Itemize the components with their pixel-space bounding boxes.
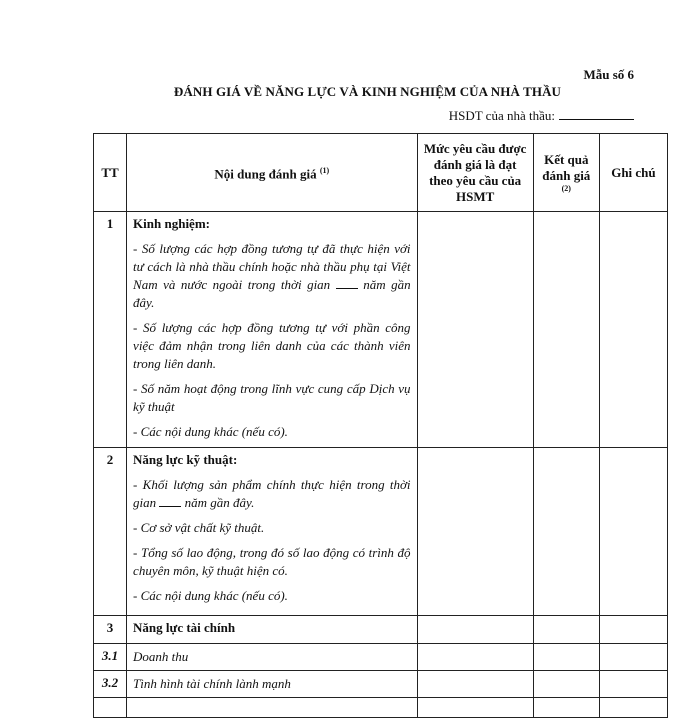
row-content: Tình hình tài chính lành mạnh bbox=[127, 671, 418, 698]
row-number bbox=[94, 698, 127, 718]
fill-blank bbox=[159, 494, 181, 507]
row-number: 3.2 bbox=[94, 671, 127, 698]
row-content bbox=[127, 212, 418, 448]
criterion-item bbox=[133, 476, 411, 512]
column-header-tt: TT bbox=[94, 134, 127, 212]
fill-blank bbox=[336, 276, 358, 289]
note-cell bbox=[599, 212, 667, 448]
criterion-item: - Cơ sở vật chất kỹ thuật. bbox=[133, 520, 265, 535]
document-title: ĐÁNH GIÁ VỀ NĂNG LỰC VÀ KINH NGHIỆM CỦA NHÀ THẦU bbox=[173, 84, 562, 99]
evaluation-table bbox=[93, 133, 668, 718]
contractor-line bbox=[449, 107, 634, 124]
row-content bbox=[127, 698, 418, 718]
criterion-text: - Khối lượng sản phẩm chính thực hiện trong thời gian bbox=[133, 477, 411, 510]
requirement-cell bbox=[417, 448, 533, 616]
criterion-item: - Số lượng các hợp đồng tương tự với phần công việc đảm nhận trong liên danh của các thành viên trong liên danh. bbox=[133, 320, 411, 371]
row-number: 3 bbox=[94, 616, 127, 644]
result-cell bbox=[533, 212, 599, 448]
result-cell bbox=[533, 698, 599, 718]
requirement-cell bbox=[417, 212, 533, 448]
contractor-blank bbox=[559, 107, 634, 120]
row-content bbox=[127, 616, 418, 644]
criterion-text: - Số lượng các hợp đồng tương tự đã thực hiện với tư cách là nhà thầu chính hoặc nhà thầu phụ tại Việt Nam và nước ngoài trong thời gian bbox=[133, 241, 411, 292]
requirement-cell bbox=[417, 644, 533, 671]
row-number: 1 bbox=[94, 212, 127, 448]
criterion-item: - Số năm hoạt động trong lĩnh vực cung cấp Dịch vụ kỹ thuật bbox=[133, 381, 411, 414]
note-cell bbox=[599, 616, 667, 644]
section-title: Năng lực kỹ thuật: bbox=[133, 452, 238, 467]
row-content bbox=[127, 448, 418, 616]
result-cell bbox=[533, 448, 599, 616]
table-row bbox=[94, 448, 668, 616]
note-cell bbox=[599, 644, 667, 671]
content-footnote-mark: (1) bbox=[319, 165, 330, 175]
criterion-item bbox=[133, 240, 411, 312]
criterion-item: - Các nội dung khác (nếu có). bbox=[133, 424, 288, 439]
section-title: Năng lực tài chính bbox=[133, 620, 236, 635]
content-header-label: Nội dung đánh giá bbox=[214, 166, 317, 182]
form-number: Mẫu số 6 bbox=[583, 67, 634, 82]
table-header-row bbox=[94, 134, 668, 212]
column-header-requirement: Mức yêu cầu được đánh giá là đạt theo yêu cầu của HSMT bbox=[417, 134, 533, 212]
requirement-cell bbox=[417, 671, 533, 698]
table-row bbox=[94, 698, 668, 718]
section-title: Kinh nghiệm: bbox=[133, 216, 210, 231]
table-row bbox=[94, 644, 668, 671]
criterion-tail: năm gần đây. bbox=[133, 277, 411, 310]
requirement-cell bbox=[417, 698, 533, 718]
result-cell bbox=[533, 671, 599, 698]
row-content: Doanh thu bbox=[127, 644, 418, 671]
result-header-label: Kết quả đánh giá bbox=[542, 151, 591, 183]
criterion-item: - Tổng số lao động, trong đó số lao động có trình độ chuyên môn, kỹ thuật hiện có. bbox=[133, 545, 411, 578]
result-footnote-mark: (2) bbox=[561, 183, 571, 193]
table-row bbox=[94, 671, 668, 698]
criterion-tail: năm gần đây. bbox=[184, 495, 255, 510]
row-number: 2 bbox=[94, 448, 127, 616]
table-row bbox=[94, 616, 668, 644]
contractor-label: HSDT của nhà thầu: bbox=[448, 108, 555, 123]
column-header-result bbox=[533, 134, 599, 212]
column-header-content bbox=[127, 134, 418, 212]
result-cell bbox=[533, 616, 599, 644]
requirement-cell bbox=[417, 616, 533, 644]
table-row bbox=[94, 212, 668, 448]
result-cell bbox=[533, 644, 599, 671]
criterion-item: - Các nội dung khác (nếu có). bbox=[133, 588, 288, 603]
row-number: 3.1 bbox=[94, 644, 127, 671]
note-cell bbox=[599, 698, 667, 718]
note-cell bbox=[599, 448, 667, 616]
column-header-note: Ghi chú bbox=[599, 134, 667, 212]
note-cell bbox=[599, 671, 667, 698]
